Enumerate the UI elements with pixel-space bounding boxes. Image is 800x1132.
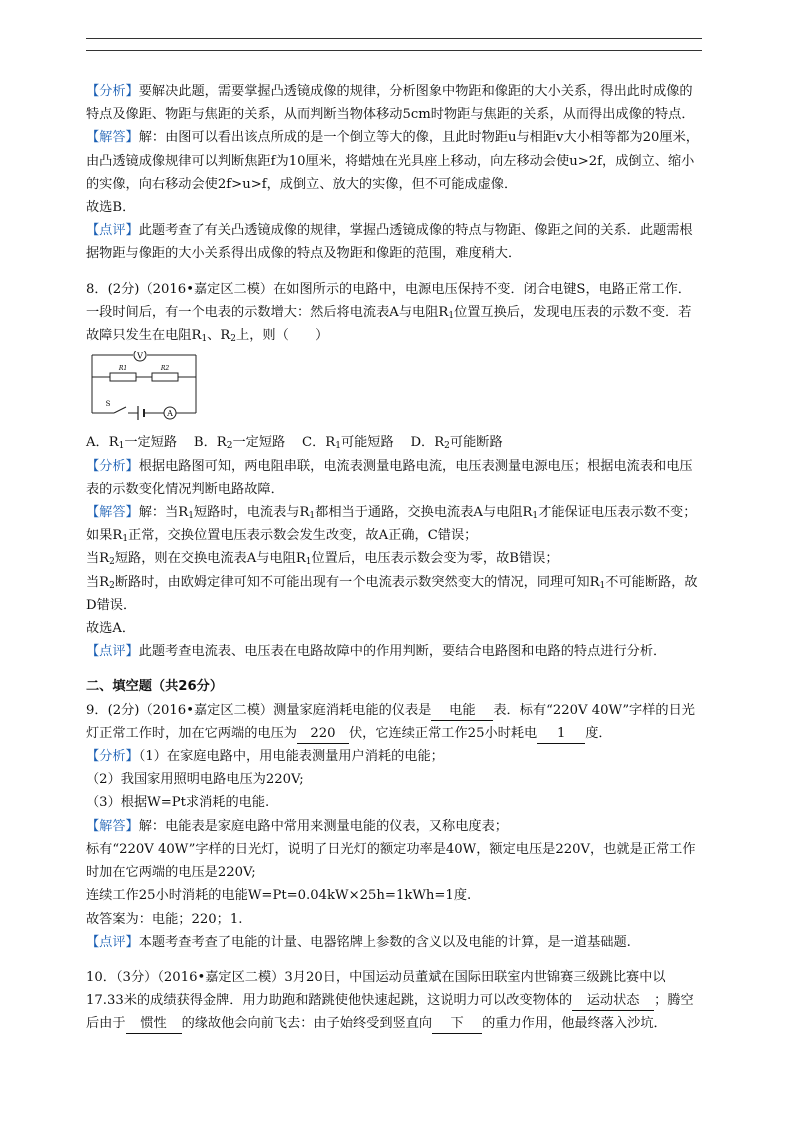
q9-analysis-2: （2）我国家用照明电路电压为220V; [86,772,304,788]
q9-analysis-3: （3）根据W=Pt求消耗的电能. [86,795,270,811]
section-title: 二、填空题（共26分） [86,679,224,695]
q8-analysis: 【分析】根据电路图可知，两电阻串联，电流表测量电路电流，电压表测量电源电压；根据电流表和电压表的示数变化情况判断电路故障． [86,458,693,497]
q8-comment: 【点评】此题考查电流表、电压表在电路故障中的作用判断，要结合电路图和电路的特点进行分析． [86,644,667,660]
resistor-r1 [110,373,136,381]
q8-answer-line2: 当$R_2$短路，则在交换电流表A与电阻$R_1$位置后，电压表示数会变为零，故B错误； [86,551,559,568]
q10-blank-1: 运动状态 [572,992,654,1011]
r1-label: R1 [118,365,128,373]
q9-answer-2: 标有“220V 40W”字样的日光灯，说明了日光灯的额定功率是40W，额定电压是220V，也就是正常工作时加在它两端的电压是220V; [86,841,696,881]
option-d: D．$R_2$可能断路 [410,435,503,452]
answer-tag: 【解答】 [86,505,139,521]
circuit-svg [86,351,206,421]
document-body [86,80,702,1036]
ammeter-label: A [167,409,173,419]
q9-answer-4: 故答案为：电能；220；1. [86,911,243,927]
circuit-diagram [86,351,702,429]
spacer [86,266,702,278]
q9-analysis: 【分析】（1）在家庭电路中，用电能表测量用户消耗的电能； [86,749,444,765]
analysis-tag: 【分析】 [86,458,139,474]
analysis-tag: 【分析】 [86,749,139,765]
q9-stem: 9．(2分)（2016•嘉定区二模）测量家庭消耗电能的仪表是 电能 表．标有“220V 40W”字样的日光灯正常工作时，加在它两端的电压为 220 伏，它连续正常工作25小时耗电 1 度． [86,699,702,745]
spacer [86,954,702,966]
q8-choice: 故选A． [86,621,136,637]
option-a: A．$R_1$一定短路 [86,435,178,452]
option-b: B．$R_2$一定短路 [193,435,286,452]
q9-blank-1: 电能 [431,702,493,721]
comment-tag: 【点评】 [86,644,139,660]
spacer [86,663,702,675]
q8-options [86,431,702,454]
comment-tag: 【点评】 [86,934,139,950]
switch-label: S [105,400,111,409]
q9-answer-3: 连续工作25小时消耗的电能W=Pt=0.04kW×25h=1kWh=1度. [86,888,472,904]
q8-answer-line3: 当$R_2$断路时，由欧姆定律可知不可能出现有一个电流表示数突然变大的情况，同理可知$R_1$不可能断路，故D错误． [86,574,698,613]
header-rule-bottom [86,50,702,51]
q7-choice: 故选B． [86,200,136,216]
q9-answer: 【解答】解：电能表是家庭电路中常用来测量电能的仪表，又称电度表； [86,818,508,834]
analysis-tag: 【分析】 [86,84,139,99]
voltmeter-label: V [137,351,143,361]
q7-analysis: 【分析】要解决此题，需要掌握凸透镜成像的规律，分析图象中物距和像距的大小关系，得出此时成像的特点及像距、物距与焦距的关系，从而判断当物体移动5cm时物距与焦距的关系，从而得出成像的特点． [86,84,695,123]
q9-comment: 【点评】本题考查考查了电能的计量、电器铭牌上参数的含义以及电能的计算，是一道基础题. [86,934,631,950]
q8-stem: 8．(2分)（2016•嘉定区二模）在如图所示的电路中，电源电压保持不变．闭合电键S，电路正常工作．一段时间后，有一个电表的示数增大：然后将电流表A与电阻$R_1$位置互换后，发现电压表的示数不变．若故障只发生在电阻$R_1$、$R_2$上，则（ ） [86,281,692,345]
r2-label: R2 [160,365,170,373]
q7-answer: 【解答】解：由图可以看出该点所成的是一个倒立等大的像，且此时物距u与相距v大小相等都为20厘米，由凸透镜成像规律可以判断焦距f为10厘米，将蜡烛在光具座上移动，向左移动会使u>2f，成倒立、缩小的实像，向右移动会使2f>u>f，成倒立、放大的实像，但不可能成虚像． [86,130,699,192]
q10-blank-2: 惯性 [126,1015,182,1034]
q7-comment: 【点评】此题考查了有关凸透镜成像的规律，掌握凸透镜成像的特点与物距、像距之间的关系．此题需根据物距与像距的大小关系得出成像的特点及物距和像距的范围，难度稍大． [86,223,693,262]
switch-s [114,407,126,413]
header-rule-top [86,38,702,39]
q10-stem: 10．（3分）（2016•嘉定区二模）3月20日，中国运动员董斌在国际田联室内世锦赛三级跳比赛中以17.33米的成绩获得金牌．用力助跑和踏跳使他快速起跳，这说明力可以改变物体的 运动状态 ；腾空后由于 惯性 的缘故他会向前飞去：由子始终受到竖直向 下 的重力作用，他最终落入沙坑． [86,966,702,1036]
q9-blank-3: 1 [537,725,585,744]
q8-answer: 【解答】解：当$R_1$短路时，电流表与$R_1$都相当于通路，交换电流表A与电阻$R_1$才能保证电压表示数不变；如果$R_1$正常，交换位置电压表示数会发生改变，故A正确，C错误； [86,505,697,545]
q10-blank-3: 下 [432,1015,482,1034]
answer-tag: 【解答】 [86,818,139,834]
answer-tag: 【解答】 [86,130,139,146]
comment-tag: 【点评】 [86,223,139,239]
resistor-r2 [152,373,178,381]
q9-blank-2: 220 [297,725,349,744]
option-c: C．$R_1$可能短路 [301,435,394,452]
